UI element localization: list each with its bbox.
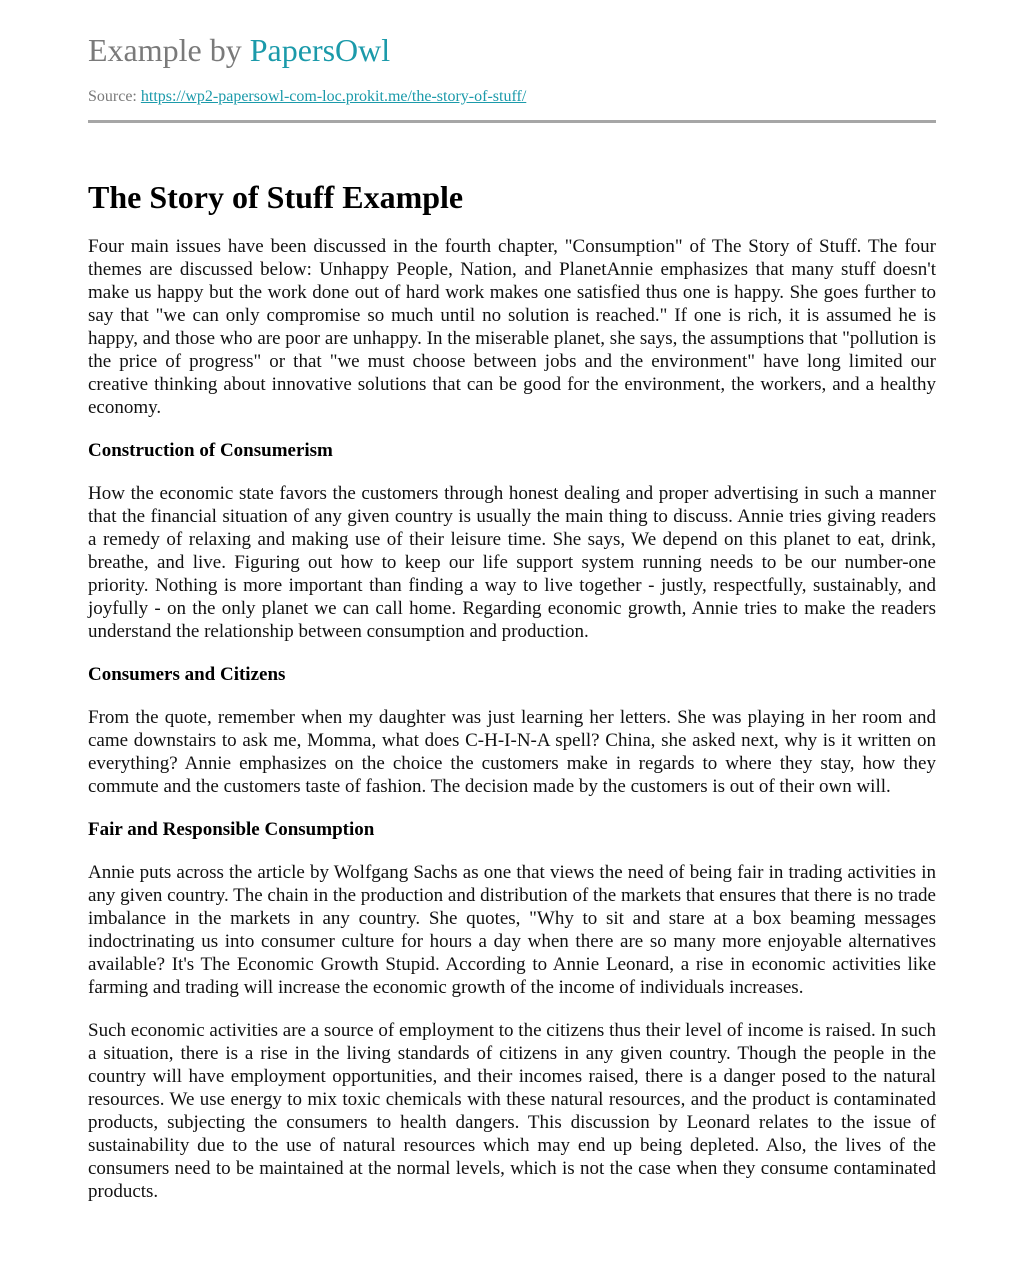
body-paragraph: Four main issues have been discussed in the fourth chapter, "Consumption" of The Story of Stuff. The four themes are discussed below: Unhappy People, Nation, and PlanetAnnie emphasizes that many stuff doesn't make us happy but the work done out of hard work makes one satisfied thus one is happy. She goes further to say that "we can only compromise so much until no solution is reached." If one is rich, it is assumed he is happy, and those who are poor are unhappy. In the miserable planet, she says, the assumptions that "pollution is the price of progress" or that "we must choose between jobs and the environment" have long limited our creative thinking about innovative solutions that can be good for the environment, the workers, and a healthy economy. — [88, 236, 936, 418]
document-page — [88, 0, 936, 1203]
article-body — [88, 235, 936, 1203]
section-heading: Fair and Responsible Consumption — [88, 819, 375, 840]
section-heading: Consumers and Citizens — [88, 664, 286, 685]
site-brand — [88, 28, 936, 72]
source-label: Source: — [88, 88, 141, 105]
body-paragraph: Annie puts across the article by Wolfgang Sachs as one that views the need of being fair in trading activities in any given country. The chain in the production and distribution of the markets that ensures that there is no trade imbalance in the markets in any country. She quotes, "Why to sit and stare at a box beaming messages indoctrinating us into consumer culture for hours a day when there are so many more enjoyable alternatives available? It's The Economic Growth Stupid. According to Annie Leonard, a rise in economic activities like farming and trading will increase the economic growth of the income of individuals increases. — [88, 862, 936, 998]
body-paragraph: From the quote, remember when my daughter was just learning her letters. She was playing in her room and came downstairs to ask me, Momma, what does C-H-I-N-A spell? China, she asked next, why is it written on everything? Annie emphasizes on the choice the customers make in regards to where they stay, how they commute and the customers taste of fashion. The decision made by the customers is out of their own will. — [88, 707, 936, 797]
brand-link[interactable]: PapersOwl — [249, 32, 391, 68]
section-heading: Construction of Consumerism — [88, 440, 333, 461]
body-paragraph: How the economic state favors the customers through honest dealing and proper advertising in such a manner that the financial situation of any given country is usually the main thing to discuss. Annie tries giving readers a remedy of relaxing and making use of their leisure time. She says, We depend on this planet to eat, drink, breathe, and live. Figuring out how to keep our life support system running needs to be our number-one priority. Nothing is more important than finding a way to live together - justly, respectfully, sustainably, and joyfully - on the only planet we can call home. Regarding economic growth, Annie tries to make the readers understand the relationship between consumption and production. — [88, 483, 936, 642]
header-divider — [88, 120, 936, 123]
source-link[interactable]: https://wp2-papersowl-com-loc.prokit.me/the-story-of-stuff/ — [140, 88, 527, 105]
page-title: The Story of Stuff Example — [88, 179, 464, 215]
body-paragraph: Such economic activities are a source of employment to the citizens thus their level of income is raised. In such a situation, there is a rise in the living standards of citizens in any given country. Though the people in the country will have employment opportunities, and their incomes raised, there is a danger posed to the natural resources. We use energy to mix toxic chemicals with these natural resources, and the product is contaminated products, subjecting the consumers to health dangers. This discussion by Leonard relates to the issue of sustainability due to the use of natural resources which may end up being depleted. Also, the lives of the consumers need to be maintained at the normal levels, which is not the case when they consume contaminated products. — [88, 1020, 936, 1202]
brand-prefix: Example by — [88, 32, 250, 68]
source-line — [88, 86, 936, 108]
